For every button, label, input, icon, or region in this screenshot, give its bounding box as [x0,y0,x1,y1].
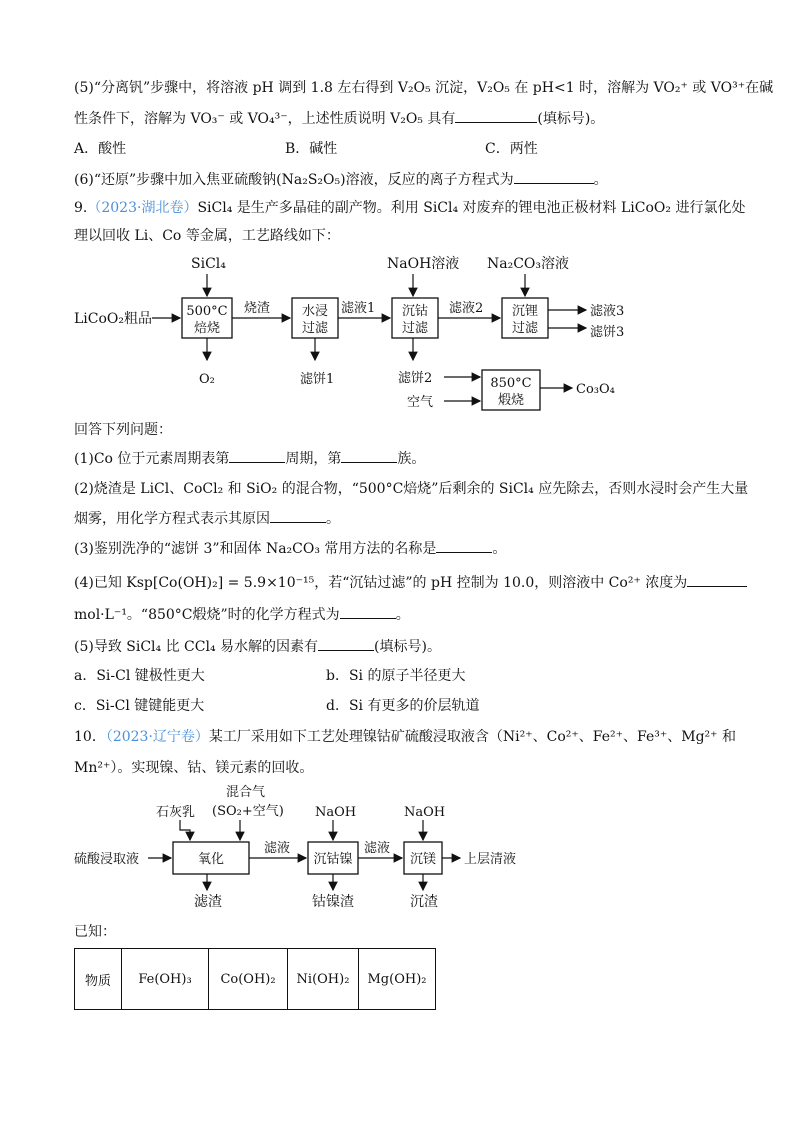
answer-blank[interactable] [455,108,537,123]
answer-blank[interactable] [340,604,396,619]
q10-known-table [74,948,436,1010]
q8-part6-suffix: 。 [593,172,608,188]
flow-label-filtrate2: 滤液2 [449,301,484,316]
flow-box-calcine-l1: 850°C [490,376,532,391]
flow-input-na2co3: Na₂CO₃溶液 [487,256,570,272]
answer-blank[interactable] [687,572,747,587]
q9-part4-suffix: 。 [395,607,410,623]
flow-box-oxidize-label: 氧化 [197,852,225,867]
q8-option-b: B．碱性 [285,141,338,157]
question-number: 9. [74,200,88,216]
question-source: （2023·湖北卷） [87,200,198,216]
flow-out-supernatant: 上层清液 [464,852,517,867]
q8-part5-line1: (5)“分离钒”步骤中，将溶液 pH 调到 1.8 左右得到 V₂O₅ 沉淀，V₂O₅ 在 pH<1 时，溶解为 VO₂⁺ 或 VO³⁺在碱 [74,80,774,96]
q9-part4-line1 [74,572,747,593]
flow-out-co3o4: Co₃O₄ [576,382,615,397]
q9-part5-suffix: (填标号)。 [374,639,441,655]
flow-raw-material: LiCoO₂粗品 [74,311,153,327]
table-header-cell: 物质 [75,949,122,1010]
q9-option-c: c．Si-Cl 键键能更大 [74,698,205,714]
q9-part3 [74,538,506,559]
q9-part1-suffix: 族。 [397,451,426,467]
flow-out-filtrate3: 滤液3 [590,304,625,319]
flow-mix-gas-detail: (SO₂+空气) [212,804,284,819]
flow-out-residue: 滤渣 [194,894,222,910]
answer-blank[interactable] [436,538,492,553]
q9-intro-line1 [74,198,745,218]
flow-box-li-precip-l2: 过滤 [511,321,539,336]
q9-part2-line1: (2)烧渣是 LiCl、CoCl₂ 和 SiO₂ 的混合物，“500°C焙烧”后剩余的 SiCl₄ 应先除去，否则水浸时会产生大量 [74,481,749,497]
q9-part2-text: 烟雾，用化学方程式表示其原因 [74,511,270,527]
question-source: （2023·辽宁卷） [105,729,209,745]
q10-flowchart [0,778,800,908]
q8-part6-text: (6)“还原”步骤中加入焦亚硫酸钠(Na₂S₂O₅)溶液，反应的离子方程式为 [74,172,514,188]
flow-box-leach-l1: 水浸 [301,304,329,319]
flow-box-mg-precip-label: 沉镁 [409,852,437,867]
flow-out-cake3: 滤饼3 [590,325,625,340]
q10-intro-line1 [74,727,736,747]
q9-part3-text: (3)鉴别洗净的“滤饼 3”和固体 Na₂CO₃ 常用方法的名称是 [74,541,437,557]
flow-label-slag: 烧渣 [244,301,271,316]
q9-option-a: a．Si-Cl 键极性更大 [74,668,205,684]
flow-mix-gas: 混合气 [226,785,266,800]
q9-part4-line2 [74,604,410,625]
flow-out-sediment: 沉渣 [410,894,438,910]
q9-flowchart [0,248,800,418]
q8-part5-text: 性条件下，溶解为 VO₃⁻ 或 VO₄³⁻，上述性质说明 V₂O₅ 具有 [74,111,456,127]
flow-input-naoh: NaOH溶液 [387,256,460,272]
flow-box-calcine-l2: 煅烧 [497,393,525,408]
q9-part5 [74,636,441,657]
answer-blank[interactable] [341,448,397,463]
q9-part1-text: (1)Co 位于元素周期表第 [74,451,230,467]
table-cell: Co(OH)₂ [209,949,288,1010]
q9-answer-prompt: 回答下列问题： [74,422,172,438]
flow-box-co-precip-l1: 沉钴 [401,304,429,319]
flow-input-sicl4: SiCl₄ [191,256,226,272]
q8-part5-suffix: (填标号)。 [537,111,605,127]
table-cell: Ni(OH)₂ [288,949,359,1010]
q9-part2-suffix: 。 [326,511,340,527]
flow-box-leach-l2: 过滤 [301,321,329,336]
table-cell: Fe(OH)₃ [122,949,209,1010]
answer-blank[interactable] [514,169,594,184]
flow-box-roast-l2: 焙烧 [193,321,221,336]
q9-part3-suffix: 。 [492,541,507,557]
flow-air: 空气 [407,395,434,410]
flow-box-co-precip-l2: 过滤 [401,321,429,336]
q9-part5-text: (5)导致 SiCl₄ 比 CCl₄ 易水解的因素有 [74,639,319,655]
q9-part1 [74,448,425,469]
q9-part4-text: (4)已知 Ksp[Co(OH)₂] = 5.9×10⁻¹⁵，若“沉钴过滤”的 pH 控制为 10.0，则溶液中 Co²⁺ 浓度为 [74,575,688,591]
flow-naoh-1: NaOH [315,805,357,820]
table-cell: Mg(OH)₂ [359,949,436,1010]
q8-part5-line2 [74,108,604,129]
q10-known-label: 已知： [74,924,116,940]
q8-option-c: C．两性 [485,141,538,157]
q9-option-b: b．Si 的原子半径更大 [326,668,466,684]
flow-out-coni-residue: 钴镍渣 [312,894,354,910]
flow-out-cake1: 滤饼1 [300,372,335,387]
answer-blank[interactable] [229,448,285,463]
flow-raw-leachate: 硫酸浸取液 [74,852,140,867]
flow-out-o2: O₂ [199,372,215,387]
flow-cake2: 滤饼2 [398,371,433,386]
q10-intro-text: 某工厂采用如下工艺处理镍钴矿硫酸浸取液含（Ni²⁺、Co²⁺、Fe²⁺、Fe³⁺、Mg²⁺ 和 [208,729,737,745]
flow-label-filtrate-a: 滤液 [264,841,291,856]
question-number: 10． [74,729,106,745]
q10-intro-line2: Mn²⁺）。实现镍、钴、镁元素的回收。 [74,760,314,776]
q9-part4-text2: mol·L⁻¹。“850°C煅烧”时的化学方程式为 [74,607,340,623]
q9-part1-mid: 周期，第 [285,451,342,467]
q8-option-a: A．酸性 [74,141,127,157]
flow-box-li-precip-l1: 沉锂 [511,304,539,319]
answer-blank[interactable] [318,636,374,651]
flow-box-roast-l1: 500°C [186,304,228,319]
q9-option-d: d．Si 有更多的价层轨道 [326,698,480,714]
flow-box-coni-precip-label: 沉钴镍 [313,852,353,867]
answer-blank[interactable] [270,508,326,523]
q9-intro-text: SiCl₄ 是生产多晶硅的副产物。利用 SiCl₄ 对废弃的锂电池正极材料 LiCoO₂ 进行氯化处 [197,200,746,216]
q9-intro-line2: 理以回收 Li、Co 等金属，工艺路线如下： [74,228,340,244]
flow-label-filtrate-b: 滤液 [364,841,391,856]
table-row [75,949,436,1010]
flow-label-filtrate1: 滤液1 [341,301,376,316]
flow-naoh-2: NaOH [404,805,446,820]
q9-part2-line2 [74,508,340,529]
q8-part6 [74,169,608,190]
flow-lime: 石灰乳 [156,805,196,820]
